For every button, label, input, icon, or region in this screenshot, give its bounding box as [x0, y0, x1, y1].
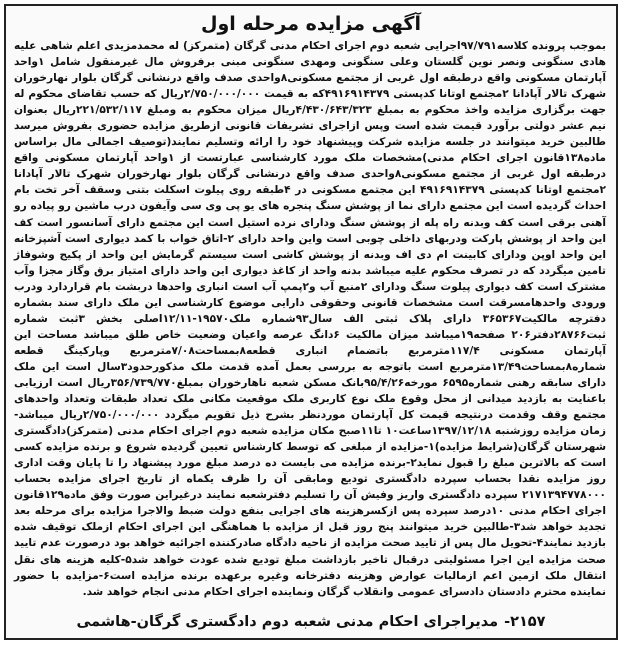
notice-signature: مدیراجرای احکام مدنی شعبه دوم دادگستری گرگان-هاشمی — [76, 614, 499, 630]
notice-code: ۲۱۵۷- — [504, 614, 546, 630]
notice-title: آگهی مزایده مرحله اول — [201, 13, 421, 35]
notice-signature-line — [6, 612, 616, 632]
notice-body: بموجب پرونده کلاسه۹۷/۷۹۱اجرایی شعبه دوم اجرای احکام مدنی گرگان (متمرکز) له محمدمزیدی اعلم شاهی علیه هادی سنگونی ونصر نوین گلستان وعلی سنگونی ومهدی سنگونی مبنی برفروش مال غیرمنقول شامل ۱واحد آپارتمان مسکونی واقع درطبقه اول غربی از مجتمع مسکونی۸واحدی صدف واقع درنشانی گرگان بلوار نهارخوران شهرک تالار آپادانا ۲مجتمع اوتانا کدپستی ۴۹۱۶۹۱۴۳۷۹که به قیمت ۲/۷۵۰/۰۰۰/۰۰۰ریال که حسب تقاضای محکوم له جهت برگزاری مزایده واخذ محکوم به بمبلغ ۴/۴۳۰/۶۴۳/۳۲۳ریال میزان محکوم به ومبلغ ۲۲۱/۵۳۲/۱۱۷ریال بعنوان نیم عشر دولتی برآورد قیمت شده است وپس ازاجرای تشریفات قانونی ازطریق مزایده حضوری بفروش میرسد طالبین خرید میتوانند در جلسه مزایده شرکت وپیشنهاد خود را ارائه وتسلیم نمایند(توصیف اجمالی مال براساس ماده۱۳۸قانون اجرای احکام مدنی)مشخصات ملک مورد کارشناسی عبارتست از ۱واحد آپارتمان مسکونی واقع درطبقه اول غربی از مجتمع مسکونی۸واحدی صدف واقع درنشانی گرگان بلوار نهارخوران شهرک تالار آپادانا ۲مجتمع اوتانا کدپستی ۴۹۱۶۹۱۴۳۷۹ این مجتمع مسکونی در ۴طبقه روی پیلوت اسکلت بتنی وسقف آخر تخت بام احداث گردیده است این مجتمع دارای نما از پوشش سنگ پنجره های یو پی وی سی وآیفون درب ماشین رو پیاده رو آهنی برقی است کف وبدنه راه پله از پوشش سنگ ودارای نرده استیل است این مجتمع دارای آسانسور است کف این واحد از پوشش پارکت ودربهای داخلی چوبی است واین واحد دارای ۲-اتاق خواب با کمد دیواری است آشپزخانه این واحد اوپن ودارای کابینت ام دی اف وبدنه از پوشش کاشی است سیستم گرمایش این واحد از پکیج وشوفاژ تامین میگردد که در تصرف محکوم علیه میباشد بدنه واحد از کاغذ دیواری این واحد دارای امتیاز برق وگاز مجزا وآب مشترک است کف دیواری پیلوت سنگ ودارای ۲منبع آب و۲پمپ آب است انباری واحدها دربشت بام قراردارد ودرب ورودی واحدهامسرقت است مشخصات قانونی وحقوقی دارایی موضوع کارشناسی این ملک دارای سند بشماره دفترچه مالکیت۳۶۵۳۶۷ دارای پلاک ثبتی الف سال۹۳شماره ملک۱۹۵۷۰-۱۲/۱۱اصلی بخش ۳ثبت شماره ثبت۲۸۷۶۶دفتر۲۰۶ صفحه۱۹میباشد میزان مالکیت ۶دانگ عرصه واعیان وضعیت خاص طلق میباشد مساحت این آپارتمان مسکونی ۱۱۷/۴مترمربع باتضمام انباری قطعه۸بمساحت۷/۰۸مترمربع وپارکینگ قطعه شماره۸بمساحت۱۳/۴۹مترمربع است باتوجه به بررسی بعمل آمده قدمت ملک مذکورحدود۳سال است این ملک دارای سابقه رهنی شماره۶۵۹۵ مورخه۹۵/۴/۲۶بانک مسکن شعبه ناهارخوران بمبلغ۳۵۶/۷۳۹/۷۷۰ریال است ارزیابی باعنایت به بازدید میدانی از محل وقوع ملک نوع کاربری ملک موقعیت مکانی ملک تعداد طبقات وتعداد واحدهای مجتمع وقف وقدمت درنتیجه قیمت کل آپارتمان موردنظر بشرح ذیل تقویم میگردد ۲/۷۵۰/۰۰۰/۰۰۰ریال میباشد-زمان مزایده روزشنبه ۱۳۹۷/۱۲/۱۸ساعت۱۰ تا۱۱صبح مکان مزایده شعبه دوم اجرای احکام مدنی (متمرکز)دادگستری شهرستان گرگان(شرایط مزایده)۱-مزایده از مبلغی که توسط کارشناس تعیین گردیده شروع و برنده مزایده کسی است که بالاترین مبلغ را قبول نماید۲-برنده مزایده می بایست ده درصد مبلغ مورد پیشنهاد را تا پایان وقت اداری روز مزایده نقدا بحساب سپرده دادگستری تودیع ومابقی آن را ظرف یکماه از تاریخ اجرای مزایده بحساب ۲۱۷۱۳۹۴۷۷۸۰۰۰ سپرده دادگستری واریز وفیش آن را تسلیم دفترشعبه نمایند درغیراین صورت وفق ماده۱۲۹قانون اجرای احکام مدنی ۱۰درصد سپرده پس ازکسرهزینه های اجرایی بنفع دولت ضبط والاجرا مزایده برای مرحله بعد تجدید خواهد شد۳-طالبین خرید میتوانند پنج روز قبل از مزایده با هماهنگی این اجرای احکام ازملک توقیف شده بازدید نمایند۴-تحویل مال پس از تایید صحت مزایده از ناحیه دادگاه صادرکننده اجرائیه خواهد بود درصورت عدم تایید صحت مزایده این اجرا مسئولیتی درقبال تاخیر بازداشت مبلغ تودیع شده عودت خواهد شد۵-کلیه هزینه های نقل انتقال ملک ازمین اعم ازمالیات عوارض وهزینه دفترخانه وغیره برعهده برنده مزایده است۶-مزایده با حضور نماینده محترم دادستان دادسرای عمومی وانقلاب گرگان ونماینده اجرای احکام مدنی انجام خواهد شد. — [14, 40, 607, 598]
auction-notice — [4, 4, 618, 640]
